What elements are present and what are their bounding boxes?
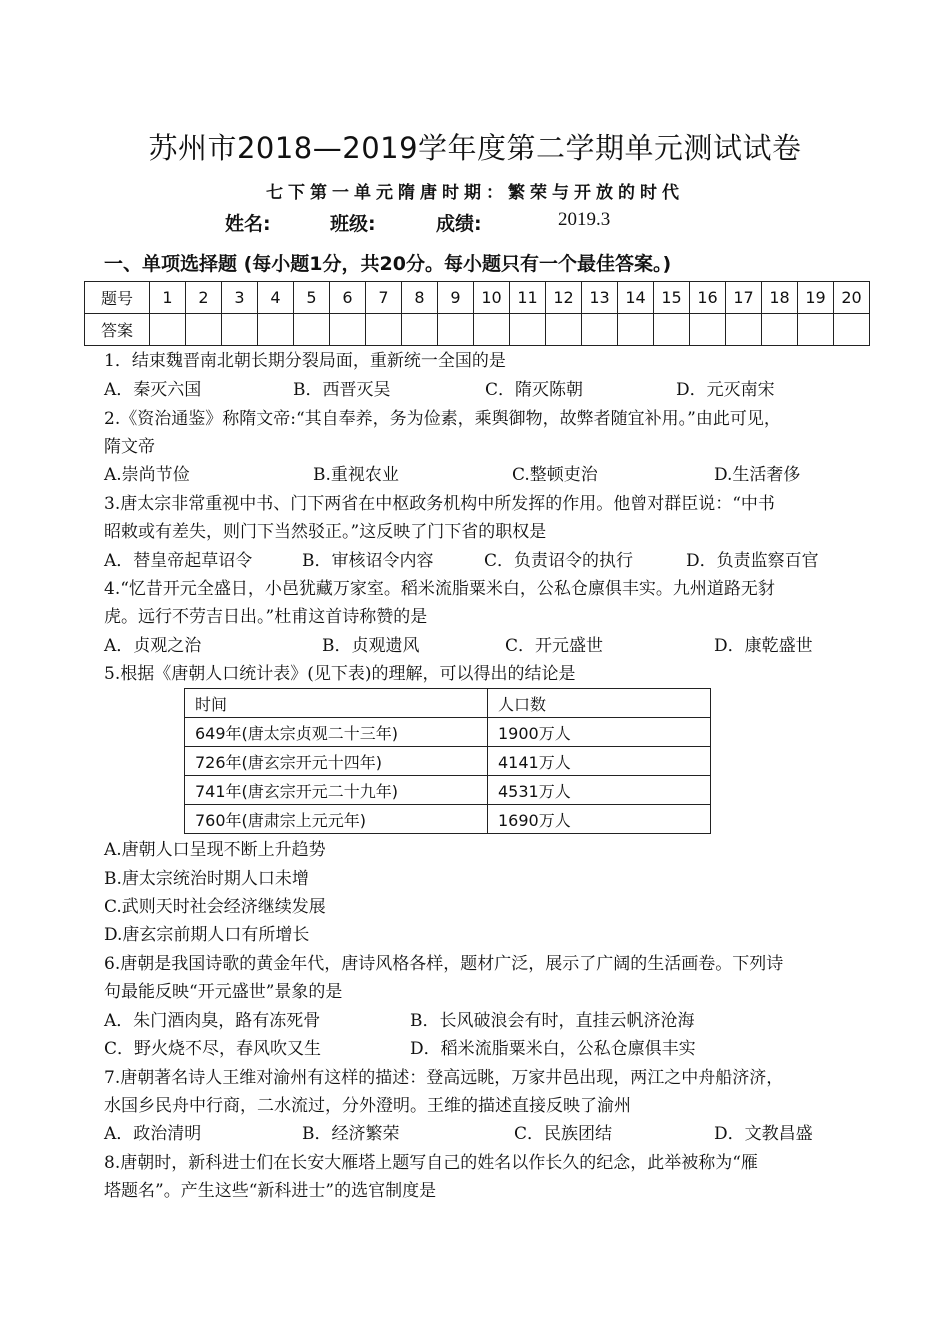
q5-stem: 5.根据《唐朝人口统计表》(见下表)的理解，可以得出的结论是 [104, 664, 576, 684]
q6-stem-line2: 句最能反映“开元盛世”景象的是 [104, 982, 343, 1002]
table-row [185, 718, 711, 747]
q1-option-d: D．元灭南宋 [676, 380, 775, 400]
q4-stem-line2: 虎。远行不劳吉日出。”杜甫这首诗称赞的是 [104, 607, 428, 627]
q3-option-d: D．负责监察百官 [686, 551, 819, 571]
answer-cell[interactable] [150, 314, 186, 346]
section-title: 一、单项选择题 (每小题1分，共20分。每小题只有一个最佳答案。) [104, 253, 672, 275]
q5-option-a: A.唐朝人口呈现不断上升趋势 [104, 840, 326, 860]
answer-cell[interactable] [330, 314, 366, 346]
q4-option-c: C．开元盛世 [505, 636, 604, 656]
grid-label-answer: 答案 [85, 314, 150, 346]
q7-option-c: C．民族团结 [514, 1124, 613, 1144]
q7-option-d: D．文教昌盛 [714, 1124, 813, 1144]
q6-option-d: D．稻米流脂粟米白，公私仓廪俱丰实 [410, 1039, 696, 1059]
grid-number: 17 [726, 282, 762, 314]
population-table-header [185, 689, 711, 718]
q1-option-c: C．隋灭陈朝 [485, 380, 584, 400]
answer-grid-answer-row [85, 314, 870, 346]
name-label: 姓名: [225, 213, 271, 235]
q1-stem: 1．结束魏晋南北朝长期分裂局面，重新统一全国的是 [104, 351, 506, 371]
answer-cell[interactable] [366, 314, 402, 346]
answer-cell[interactable] [762, 314, 798, 346]
time-cell: 760年(唐肃宗上元元年) [185, 805, 488, 834]
grid-number: 19 [798, 282, 834, 314]
column-header-time: 时间 [185, 689, 488, 718]
q8-stem-line1: 8.唐朝时，新科进士们在长安大雁塔上题写自己的姓名以作长久的纪念，此举被称为“雁 [104, 1153, 758, 1173]
grid-label-number: 题号 [85, 282, 150, 314]
q2-stem-line1: 2.《资治通鉴》称隋文帝:“其自奉养，务为俭素，乘舆御物，故弊者随宜补用。”由此可见， [104, 409, 781, 429]
answer-cell[interactable] [402, 314, 438, 346]
answer-cell[interactable] [294, 314, 330, 346]
q2-option-a: A.崇尚节俭 [104, 465, 190, 485]
answer-grid [84, 281, 870, 346]
time-cell: 726年(唐玄宗开元十四年) [185, 747, 488, 776]
population-cell: 4531万人 [488, 776, 711, 805]
answer-grid-number-row [85, 282, 870, 314]
q2-option-c: C.整顿吏治 [512, 465, 598, 485]
answer-cell[interactable] [222, 314, 258, 346]
grid-number: 16 [690, 282, 726, 314]
answer-cell[interactable] [474, 314, 510, 346]
answer-cell[interactable] [798, 314, 834, 346]
q4-option-a: A．贞观之治 [104, 636, 202, 656]
q6-option-c: C．野火烧不尽，春风吹又生 [104, 1039, 322, 1059]
answer-cell[interactable] [690, 314, 726, 346]
table-row [185, 747, 711, 776]
q5-option-b: B.唐太宗统治时期人口未增 [104, 869, 309, 889]
q3-option-b: B．审核诏令内容 [302, 551, 434, 571]
grid-number: 8 [402, 282, 438, 314]
table-row [185, 776, 711, 805]
population-cell: 1690万人 [488, 805, 711, 834]
q3-option-a: A．替皇帝起草诏令 [104, 551, 253, 571]
q3-stem-line1: 3.唐太宗非常重视中书、门下两省在中枢政务机构中所发挥的作用。他曾对群臣说：“中书 [104, 494, 775, 514]
answer-cell[interactable] [618, 314, 654, 346]
q4-stem-line1: 4.“忆昔开元全盛日，小邑犹藏万家室。稻米流脂粟米白，公私仓廪俱丰实。九州道路无豺 [104, 579, 775, 599]
grid-number: 4 [258, 282, 294, 314]
answer-cell[interactable] [510, 314, 546, 346]
q7-option-a: A．政治清明 [104, 1124, 202, 1144]
q5-option-c: C.武则天时社会经济继续发展 [104, 897, 326, 917]
answer-cell[interactable] [258, 314, 294, 346]
grid-number: 5 [294, 282, 330, 314]
q6-option-a: A．朱门酒肉臭，路有冻死骨 [104, 1011, 321, 1031]
grid-number: 15 [654, 282, 690, 314]
score-label: 成绩: [436, 213, 482, 235]
q1-option-a: A．秦灭六国 [104, 380, 202, 400]
q3-stem-line2: 昭敕或有差失，则门下当然驳正。”这反映了门下省的职权是 [104, 522, 547, 542]
population-cell: 4141万人 [488, 747, 711, 776]
answer-cell[interactable] [654, 314, 690, 346]
q4-option-b: B．贞观遗风 [322, 636, 420, 656]
grid-number: 6 [330, 282, 366, 314]
q8-stem-line2: 塔题名”。产生这些“新科进士”的选官制度是 [104, 1181, 437, 1201]
q6-option-b: B．长风破浪会有时，直挂云帆济沧海 [410, 1011, 695, 1031]
column-header-population: 人口数 [488, 689, 711, 718]
answer-cell[interactable] [582, 314, 618, 346]
population-table [184, 688, 711, 834]
grid-number: 12 [546, 282, 582, 314]
grid-number: 7 [366, 282, 402, 314]
answer-cell[interactable] [834, 314, 870, 346]
q5-option-d: D.唐玄宗前期人口有所增长 [104, 925, 310, 945]
answer-cell[interactable] [186, 314, 222, 346]
answer-cell[interactable] [726, 314, 762, 346]
table-row [185, 805, 711, 834]
q2-option-b: B.重视农业 [313, 465, 399, 485]
population-cell: 1900万人 [488, 718, 711, 747]
grid-number: 9 [438, 282, 474, 314]
q6-stem-line1: 6.唐朝是我国诗歌的黄金年代，唐诗风格各样，题材广泛，展示了广阔的生活画卷。下列诗 [104, 954, 784, 974]
q4-option-d: D．康乾盛世 [714, 636, 813, 656]
grid-number: 3 [222, 282, 258, 314]
grid-number: 14 [618, 282, 654, 314]
answer-cell[interactable] [546, 314, 582, 346]
q7-stem-line1: 7.唐朝著名诗人王维对渝州有这样的描述：登高远眺，万家井邑出现，两江之中舟船济济， [104, 1068, 784, 1088]
page-subtitle: 七下第一单元隋唐时期：繁荣与开放的时代 [266, 183, 684, 203]
grid-number: 10 [474, 282, 510, 314]
grid-number: 20 [834, 282, 870, 314]
q2-option-d: D.生活奢侈 [714, 465, 801, 485]
q7-stem-line2: 水国乡民舟中行商，二水流过，分外澄明。王维的描述直接反映了渝州 [104, 1096, 631, 1116]
class-label: 班级: [330, 213, 376, 235]
answer-cell[interactable] [438, 314, 474, 346]
page-title: 苏州市2018—2019学年度第二学期单元测试试卷 [148, 131, 802, 165]
q2-stem-line2: 隋文帝 [104, 437, 155, 457]
grid-number: 2 [186, 282, 222, 314]
q1-option-b: B．西晋灭吴 [293, 380, 391, 400]
q7-option-b: B．经济繁荣 [302, 1124, 400, 1144]
grid-number: 1 [150, 282, 186, 314]
grid-number: 18 [762, 282, 798, 314]
time-cell: 649年(唐太宗贞观二十三年) [185, 718, 488, 747]
grid-number: 13 [582, 282, 618, 314]
exam-date: 2019.3 [558, 209, 611, 230]
time-cell: 741年(唐玄宗开元二十九年) [185, 776, 488, 805]
grid-number: 11 [510, 282, 546, 314]
q3-option-c: C．负责诏令的执行 [484, 551, 634, 571]
